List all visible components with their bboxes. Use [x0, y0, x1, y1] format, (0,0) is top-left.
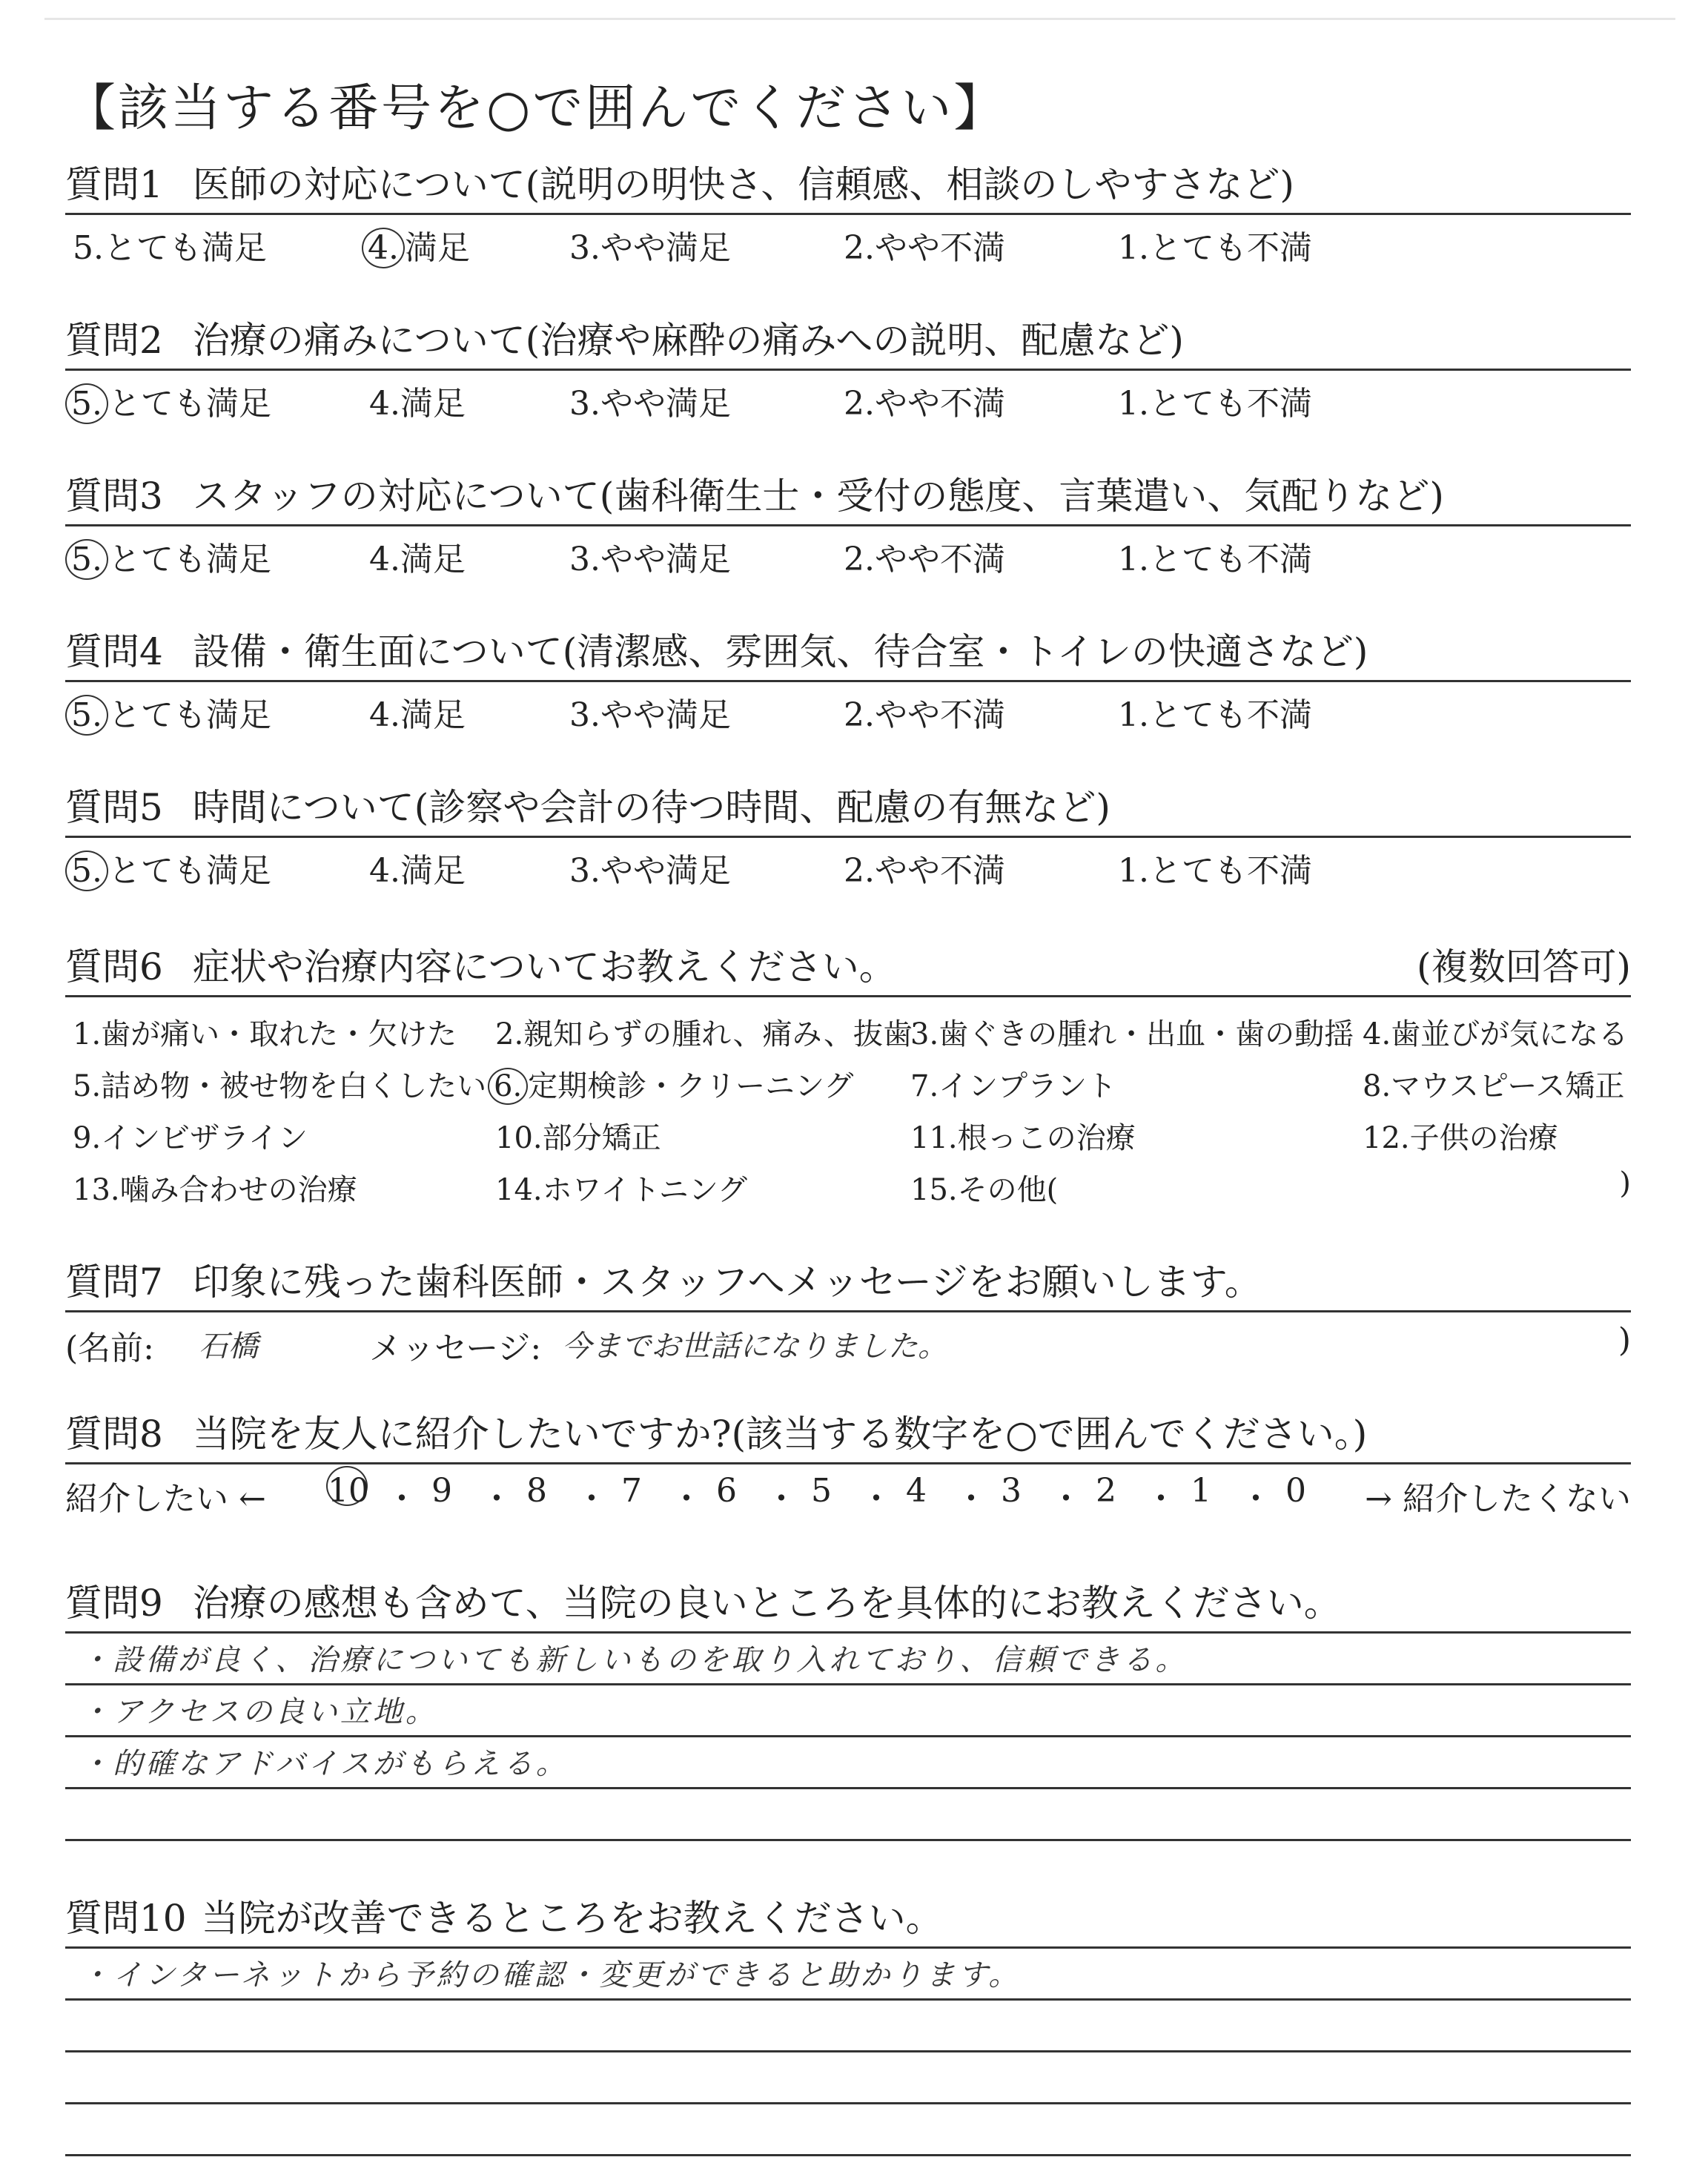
question-number: 質問4: [65, 630, 163, 673]
answer-line[interactable]: [65, 1789, 1631, 1841]
scale-separator: ・: [1145, 1480, 1177, 1518]
symptom-option[interactable]: 1.歯が痛い・取れた・欠けた: [73, 1017, 457, 1051]
question-number: 質問10: [65, 1897, 187, 1940]
option-2[interactable]: 2.やや不満: [844, 696, 1005, 734]
option-2[interactable]: 2.やや不満: [844, 541, 1005, 578]
question-number: 質問9: [65, 1582, 163, 1625]
scale-value-selected[interactable]: 10: [326, 1466, 368, 1506]
option-2[interactable]: 2.やや不満: [844, 385, 1005, 423]
scale-separator: ・: [955, 1480, 987, 1518]
symptom-option[interactable]: 8.マウスピース矯正: [1363, 1069, 1625, 1103]
symptom-option[interactable]: 2.親知らずの腫れ、痛み、抜歯: [495, 1017, 913, 1051]
option-2[interactable]: 2.やや不満: [844, 852, 1005, 890]
answer-line[interactable]: [65, 2001, 1631, 2052]
question-9: [65, 1572, 1631, 1841]
question-number: 質問5: [65, 786, 163, 829]
scale-value[interactable]: 8: [526, 1472, 547, 1510]
answer-line[interactable]: ・アクセスの良い立地。: [65, 1685, 1631, 1737]
option-1[interactable]: 1.とても不満: [1118, 696, 1312, 734]
answer-line[interactable]: ・設備が良く、治療についても新しいものを取り入れており、信頼できる。: [65, 1634, 1631, 1685]
answer-lines: [65, 1946, 1631, 2156]
option-1[interactable]: 1.とても不満: [1118, 229, 1312, 267]
name-value[interactable]: 石橋: [199, 1330, 258, 1364]
scale-value[interactable]: 9: [431, 1472, 452, 1510]
question-3: [65, 467, 1631, 578]
option-5-selected[interactable]: 5. とても満足: [65, 377, 271, 424]
scale-separator: ・: [480, 1480, 513, 1518]
symptom-option-other[interactable]: 15.その他(: [910, 1173, 1059, 1207]
scale-left-label: 紹介したい ←: [65, 1480, 266, 1518]
question-text: スタッフの対応について(歯科衛生士・受付の態度、言葉遣い、気配りなど): [192, 475, 1444, 518]
question-4: [65, 623, 1631, 734]
scale-separator: ・: [1050, 1480, 1082, 1518]
scale-separator: ・: [670, 1480, 703, 1518]
option-4[interactable]: 4.満足: [369, 541, 466, 578]
option-4[interactable]: 4.満足: [369, 385, 466, 423]
symptom-option[interactable]: 3.歯ぐきの腫れ・出血・歯の動揺: [910, 1017, 1354, 1051]
name-label: (名前:: [65, 1330, 154, 1367]
scale-value[interactable]: 2: [1096, 1472, 1116, 1510]
symptom-option[interactable]: 10.部分矯正: [495, 1121, 661, 1155]
question-6: [65, 938, 1631, 1212]
scale-value[interactable]: 7: [621, 1472, 642, 1510]
option-3[interactable]: 3.やや満足: [569, 696, 731, 734]
option-5-selected[interactable]: 5. とても満足: [65, 688, 271, 736]
scale-value[interactable]: 6: [716, 1472, 737, 1510]
other-close-paren: ): [1619, 1166, 1631, 1200]
question-number: 質問3: [65, 475, 163, 518]
option-5-selected[interactable]: 5. とても満足: [65, 844, 271, 891]
message-close-paren: ): [1618, 1321, 1631, 1359]
question-number: 質問2: [65, 319, 163, 362]
question-5: [65, 779, 1631, 890]
scale-value[interactable]: 0: [1285, 1472, 1306, 1510]
question-number: 質問8: [65, 1413, 163, 1456]
question-text: 当院が改善できるところをお教えください。: [201, 1897, 943, 1940]
multiple-answers-note: (複数回答可): [1416, 945, 1631, 988]
answer-line[interactable]: ・的確なアドバイスがもらえる。: [65, 1737, 1631, 1789]
option-2[interactable]: 2.やや不満: [844, 229, 1005, 267]
symptom-option[interactable]: 9.インビザライン: [73, 1121, 308, 1155]
recommend-scale: [65, 1464, 1631, 1516]
question-10: [65, 1887, 1631, 2156]
question-text: 治療の痛みについて(治療や麻酔の痛みへの説明、配慮など): [192, 319, 1184, 362]
option-4-selected[interactable]: 4. 満足: [362, 221, 470, 268]
scale-separator: ・: [385, 1480, 418, 1518]
rating-options: [65, 526, 1631, 578]
question-text: 設備・衛生面について(清潔感、雰囲気、待合室・トイレの快適さなど): [192, 630, 1368, 673]
question-text: 症状や治療内容についてお教えください。: [192, 945, 896, 988]
option-1[interactable]: 1.とても不満: [1118, 385, 1312, 423]
message-value[interactable]: 今までお世話になりました。: [562, 1330, 947, 1364]
scale-value[interactable]: 4: [906, 1472, 927, 1510]
symptom-option[interactable]: 13.噛み合わせの治療: [73, 1173, 357, 1207]
question-text: 当院を友人に紹介したいですか?(該当する数字を○で囲んでください。): [192, 1413, 1368, 1456]
question-number: 質問7: [65, 1261, 163, 1304]
question-number: 質問6: [65, 945, 163, 988]
option-4[interactable]: 4.満足: [369, 852, 466, 890]
option-5-selected[interactable]: 5. とても満足: [65, 532, 271, 580]
symptom-option[interactable]: 12.子供の治療: [1363, 1121, 1558, 1155]
scale-separator: ・: [860, 1480, 893, 1518]
rating-options: [65, 215, 1631, 267]
scale-right-label: → 紹介したくない: [1365, 1480, 1631, 1518]
option-4[interactable]: 4.満足: [369, 696, 466, 734]
answer-line[interactable]: [65, 2104, 1631, 2156]
option-1[interactable]: 1.とても不満: [1118, 541, 1312, 578]
scale-separator: ・: [575, 1480, 608, 1518]
answer-lines: [65, 1631, 1631, 1841]
message-label: メッセージ:: [369, 1330, 542, 1367]
symptom-option[interactable]: 14.ホワイトニング: [495, 1173, 748, 1207]
answer-line[interactable]: ・インターネットから予約の確認・変更ができると助かります。: [65, 1949, 1631, 2001]
question-text: 治療の感想も含めて、当院の良いところを具体的にお教えください。: [192, 1582, 1341, 1625]
scale-value[interactable]: 3: [1001, 1472, 1022, 1510]
option-3[interactable]: 3.やや満足: [569, 385, 731, 423]
option-3[interactable]: 3.やや満足: [569, 541, 731, 578]
scale-value[interactable]: 5: [811, 1472, 832, 1510]
rating-options: [65, 682, 1631, 734]
message-row: [65, 1312, 1631, 1367]
top-rule: [44, 18, 1675, 20]
scale-value[interactable]: 1: [1191, 1472, 1211, 1510]
answer-line[interactable]: [65, 2052, 1631, 2104]
scale-separator: ・: [1239, 1480, 1272, 1518]
page-title: 【該当する番号を○で囲んでください】: [65, 79, 1007, 138]
question-1: [65, 156, 1631, 267]
question-7: [65, 1253, 1631, 1367]
symptom-options: [65, 997, 1631, 1212]
question-text: 医師の対応について(説明の明快さ、信頼感、相談のしやすさなど): [192, 163, 1294, 206]
option-1[interactable]: 1.とても不満: [1118, 852, 1312, 890]
option-3[interactable]: 3.やや満足: [569, 229, 731, 267]
option-5[interactable]: 5.とても満足: [73, 229, 267, 267]
symptom-option[interactable]: 5.詰め物・被せ物を白くしたい: [73, 1069, 487, 1103]
question-number: 質問1: [65, 163, 163, 206]
symptom-option[interactable]: 7.インプラント: [910, 1069, 1117, 1103]
rating-options: [65, 838, 1631, 890]
rating-options: [65, 371, 1631, 423]
question-text: 印象に残った歯科医師・スタッフへメッセージをお願いします。: [192, 1261, 1262, 1304]
question-2: [65, 311, 1631, 423]
symptom-option[interactable]: 4.歯並びが気になる: [1363, 1017, 1629, 1051]
symptom-option[interactable]: 11.根っこの治療: [910, 1121, 1136, 1155]
symptom-option-selected[interactable]: 6. 定期検診・クリーニング: [488, 1063, 853, 1105]
question-8: [65, 1405, 1631, 1516]
question-text: 時間について(診察や会計の待つ時間、配慮の有無など): [192, 786, 1110, 829]
option-3[interactable]: 3.やや満足: [569, 852, 731, 890]
scale-separator: ・: [765, 1480, 798, 1518]
